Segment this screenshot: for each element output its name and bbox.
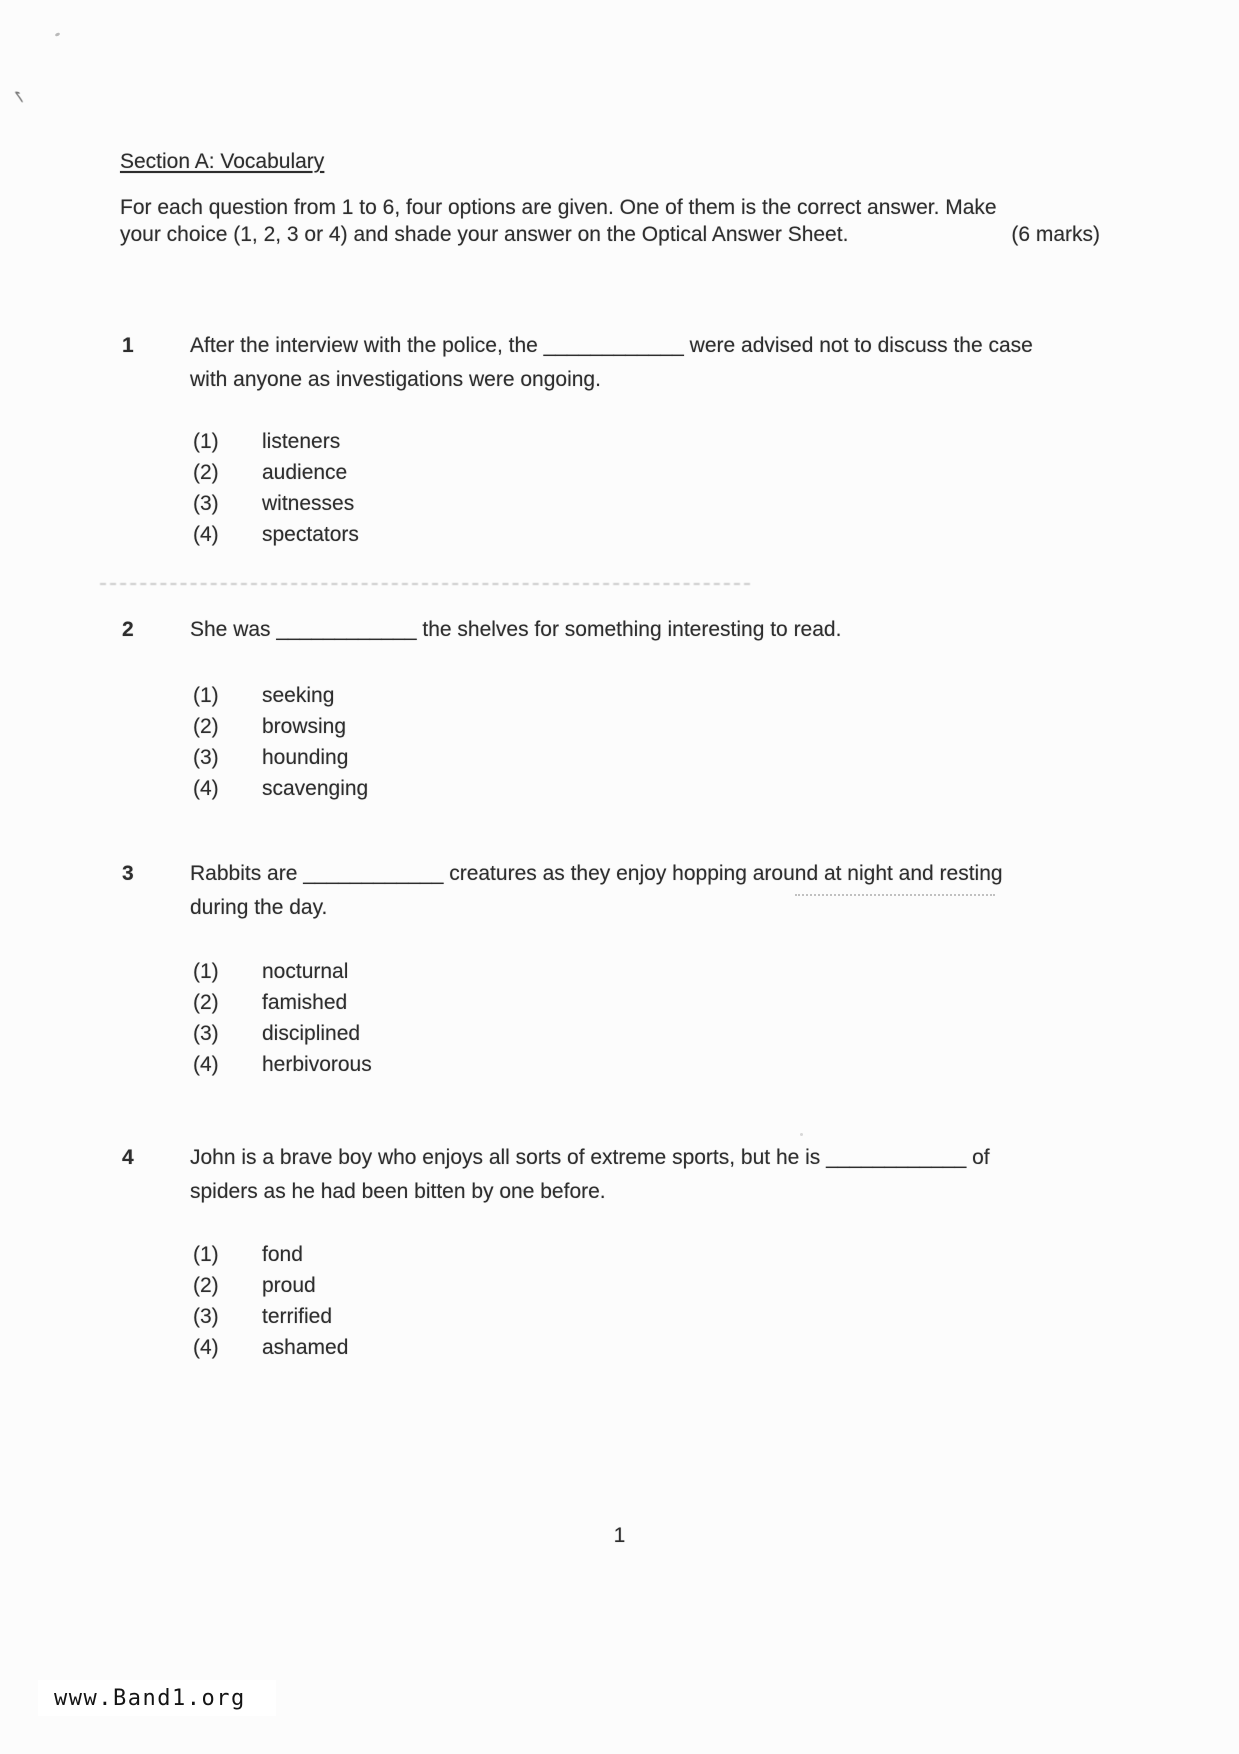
option-label: witnesses <box>262 492 355 515</box>
option-label: famished <box>262 991 348 1014</box>
option-row <box>193 1336 348 1360</box>
option-number: (1) <box>193 684 219 707</box>
option-number: (4) <box>193 523 219 546</box>
option-row <box>193 523 359 547</box>
instructions-line1: For each question from 1 to 6, four options are given. One of them is the correct answer. Make <box>120 196 997 219</box>
scan-speck-icon <box>800 1133 803 1136</box>
option-number: (4) <box>193 1336 219 1359</box>
question-text-line: After the interview with the police, the ____________ were advised not to discuss the case <box>190 334 1033 357</box>
option-number: (1) <box>193 960 219 983</box>
option-number: (3) <box>193 1305 219 1328</box>
option-number: (3) <box>193 746 219 769</box>
question-text-line: with anyone as investigations were ongoing. <box>190 368 601 391</box>
question-number: 2 <box>122 618 134 641</box>
option-number: (4) <box>193 1053 219 1076</box>
question-text-line: spiders as he had been bitten by one before. <box>190 1180 606 1203</box>
question-number: 4 <box>122 1146 134 1169</box>
question-text-line: She was ____________ the shelves for something interesting to read. <box>190 618 842 641</box>
option-label: hounding <box>262 746 349 769</box>
scan-dotted-line <box>795 894 995 896</box>
option-label: spectators <box>262 523 359 546</box>
option-label: ashamed <box>262 1336 349 1359</box>
scan-speck-icon <box>55 32 61 37</box>
option-row <box>193 777 368 801</box>
question-number: 1 <box>122 334 134 357</box>
option-label: seeking <box>262 684 335 707</box>
option-label: listeners <box>262 430 341 453</box>
option-number: (2) <box>193 715 219 738</box>
option-row <box>193 684 334 708</box>
option-row <box>193 1053 372 1077</box>
marks-label: (6 marks) <box>1011 223 1100 246</box>
option-row <box>193 746 348 770</box>
instructions-line2-text: your choice (1, 2, 3 or 4) and shade your answer on the Optical Answer Sheet. <box>120 223 849 246</box>
option-number: (2) <box>193 461 219 484</box>
option-row <box>193 492 354 516</box>
option-label: fond <box>262 1243 303 1266</box>
page-number: 1 <box>613 1524 626 1547</box>
option-number: (4) <box>193 777 219 800</box>
option-number: (3) <box>193 1022 219 1045</box>
question-text-line: during the day. <box>190 896 328 919</box>
option-label: scavenging <box>262 777 369 800</box>
question-text-line: Rabbits are ____________ creatures as they enjoy hopping around at night and resting <box>190 862 1003 885</box>
scan-tick-icon: ✓ <box>5 85 31 108</box>
question-number: 3 <box>122 862 134 885</box>
watermark <box>38 1680 276 1716</box>
option-row <box>193 960 348 984</box>
option-number: (2) <box>193 1274 219 1297</box>
option-number: (1) <box>193 430 219 453</box>
option-number: (1) <box>193 1243 219 1266</box>
option-row <box>193 1022 360 1046</box>
scan-separator-line <box>100 583 750 585</box>
instructions <box>120 194 1100 248</box>
option-row <box>193 430 340 454</box>
option-row <box>193 715 346 739</box>
instructions-line2 <box>120 221 1100 248</box>
option-row <box>193 1305 332 1329</box>
option-row <box>193 461 347 485</box>
section-heading: Section A: Vocabulary <box>120 150 325 173</box>
option-row <box>193 1274 316 1298</box>
option-number: (2) <box>193 991 219 1014</box>
watermark-text: www.Band1.org <box>54 1685 246 1711</box>
option-number: (3) <box>193 492 219 515</box>
option-label: nocturnal <box>262 960 349 983</box>
option-label: proud <box>262 1274 316 1297</box>
option-label: terrified <box>262 1305 333 1328</box>
option-label: audience <box>262 461 348 484</box>
question-text-line: John is a brave boy who enjoys all sorts of extreme sports, but he is ____________ of <box>190 1146 990 1169</box>
option-row <box>193 1243 303 1267</box>
option-row <box>193 991 347 1015</box>
option-label: herbivorous <box>262 1053 372 1076</box>
option-label: disciplined <box>262 1022 361 1045</box>
option-label: browsing <box>262 715 347 738</box>
